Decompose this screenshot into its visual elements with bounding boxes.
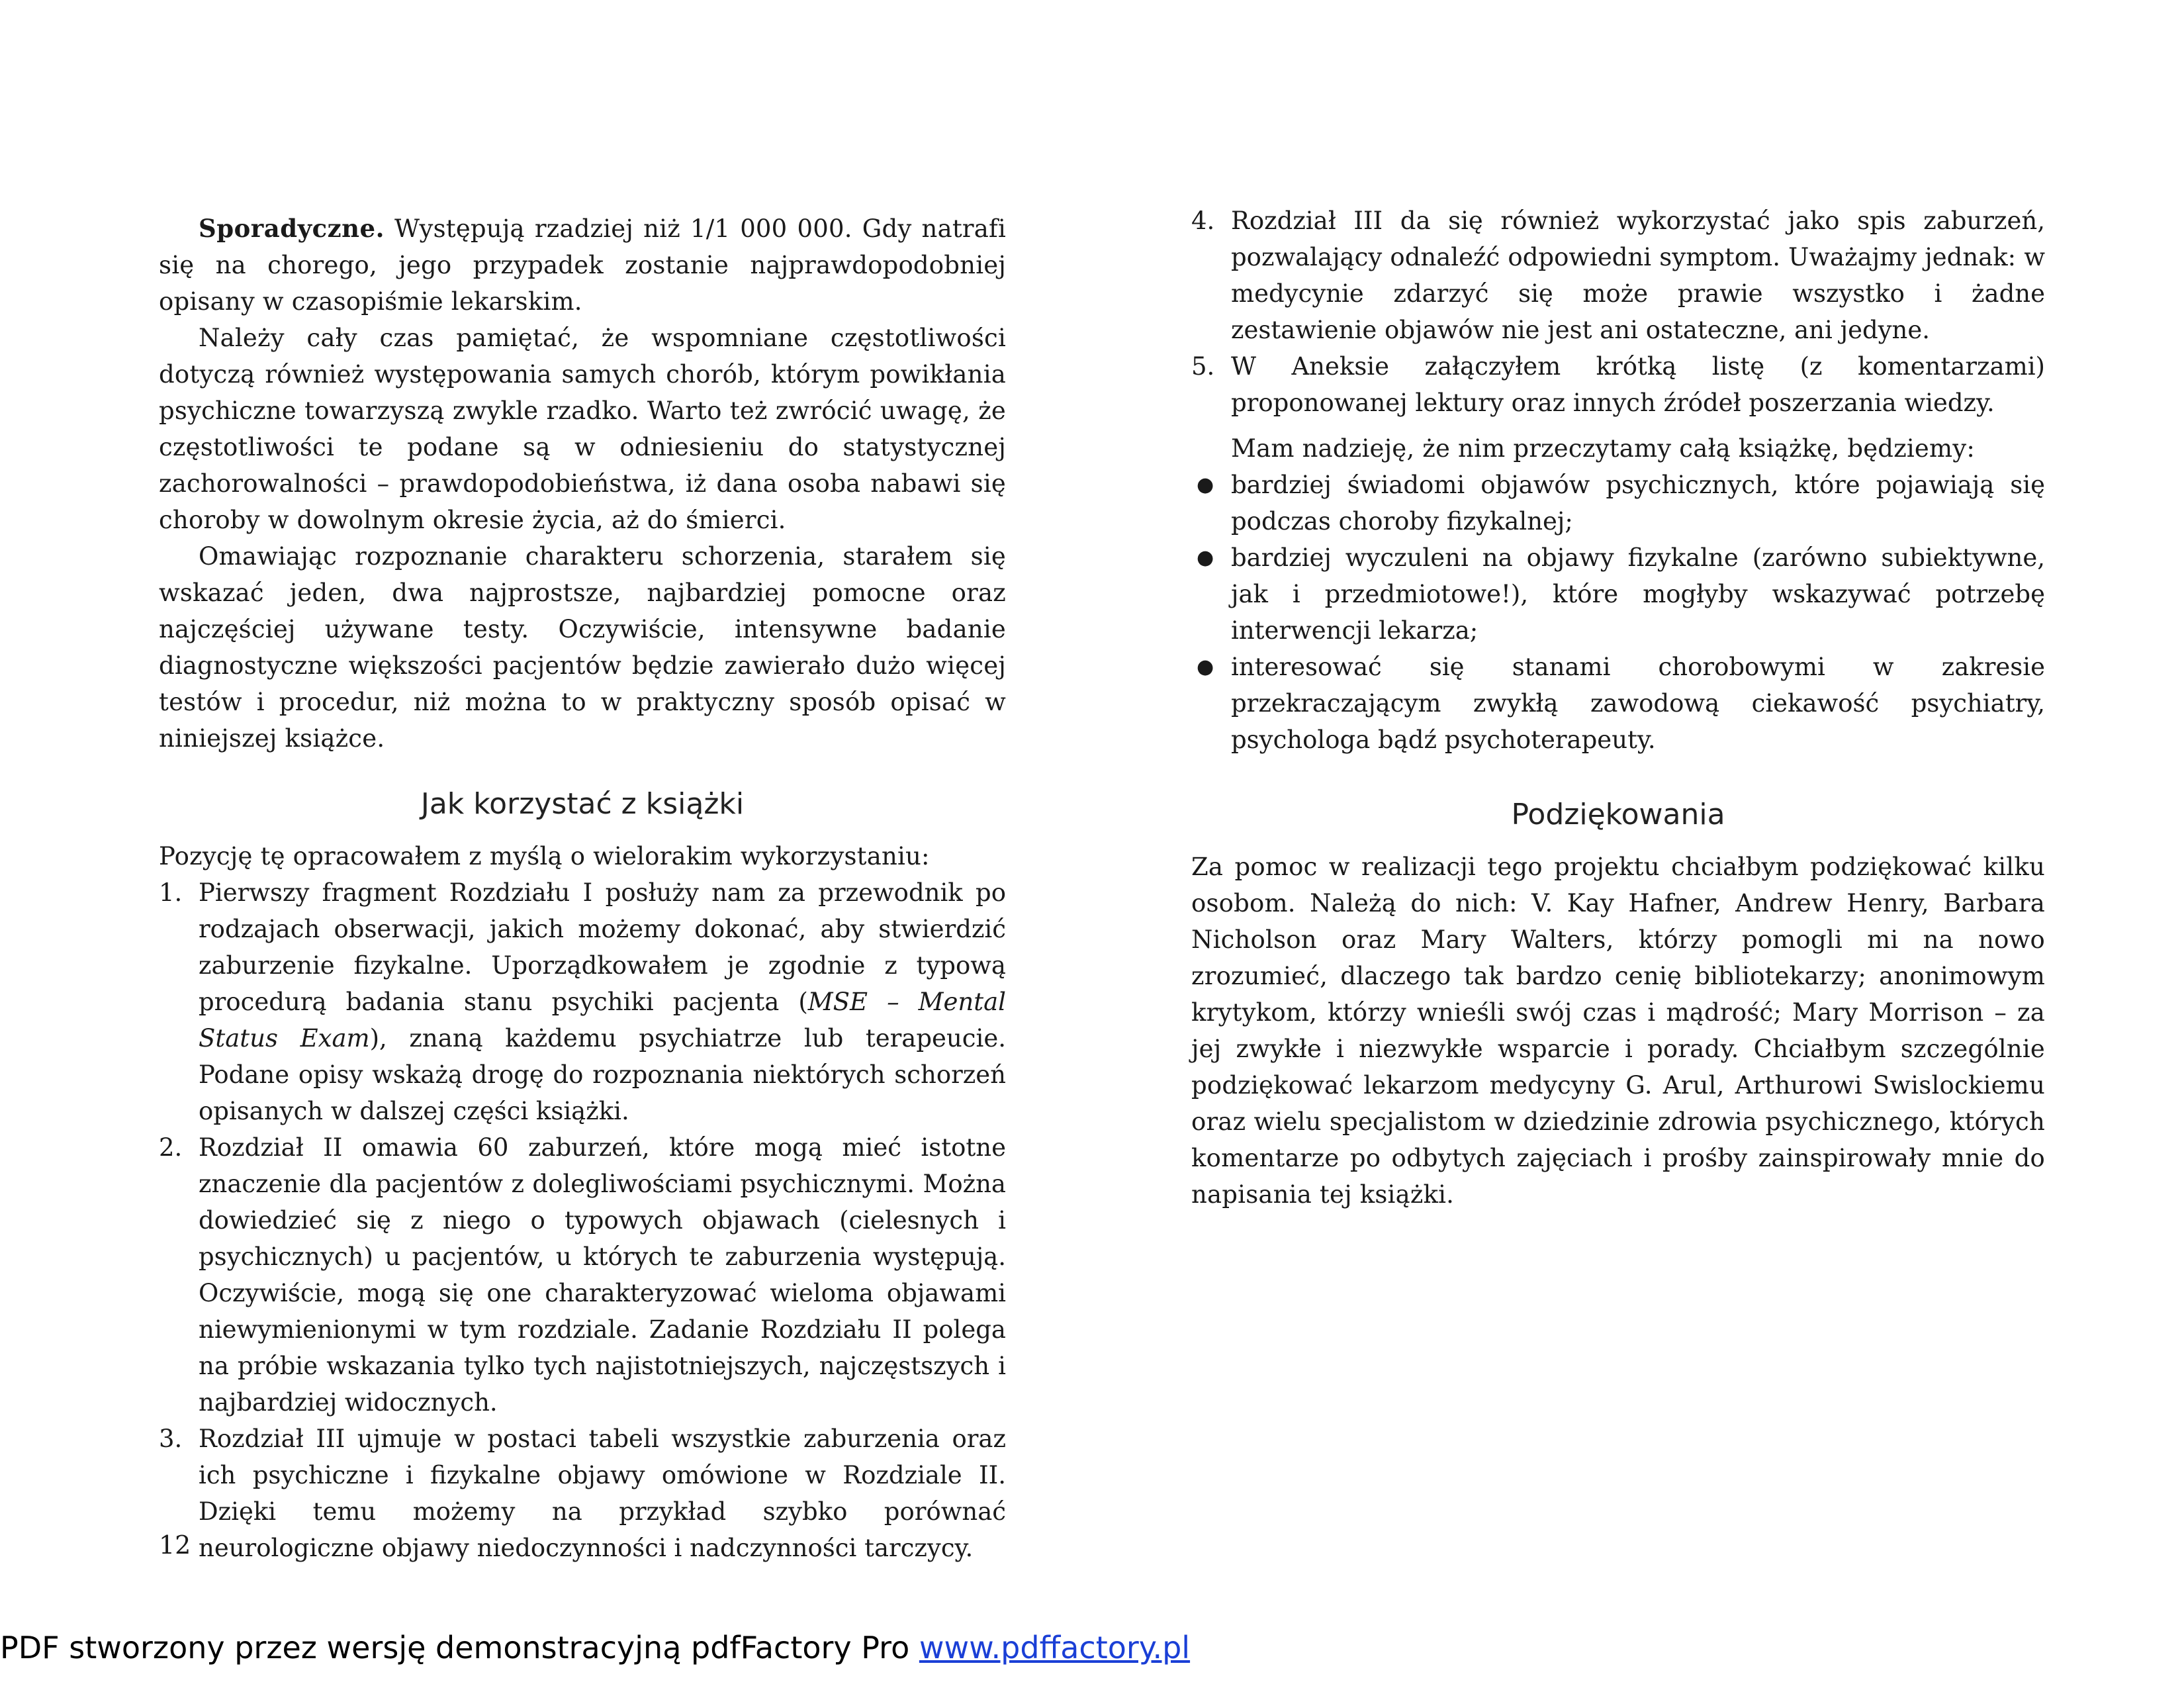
- list-text: W Aneksie załączyłem krótką listę (z komentarzami) proponowanej lektury oraz innych źródeł poszerzania wiedzy.: [1231, 352, 2045, 417]
- list-intro: Pozycję tę opracowałem z myślą o wielorakim wykorzystaniu:: [159, 842, 930, 870]
- list-text-italic: MSE – Mental Status Exam: [199, 988, 1006, 1053]
- paragraph-sporadic: [159, 211, 1006, 320]
- bullet-text: bardziej wyczuleni na objawy fizykalne (zarówno subiektywne, jak i przedmiotowe!), które mogłyby wskazywać potrzebę interwencji lekarza;: [1231, 543, 2045, 645]
- list-text: Pierwszy fragment Rozdziału I posłuży nam za przewodnik po rodzajach obserwacji, jakich możemy dokonać, aby stwierdzić zaburzenie fizykalne. Uporządkowałem je zgodnie z typową procedurą badania stanu psychiki pacjenta (: [199, 878, 1006, 1016]
- pdf-footer: [0, 1630, 1190, 1665]
- list-number: 4.: [1191, 207, 1215, 235]
- paragraph-body: Występują rzadziej niż 1/1 000 000. Gdy natrafi się na chorego, jego przypadek zostanie najprawdopodobniej opisany w czasopiśmie lekarskim.: [159, 214, 1006, 316]
- section-heading-how-to-use: Jak korzystać z książki: [420, 787, 745, 821]
- list-number: 1.: [159, 878, 183, 907]
- bullet-item: [1191, 467, 2045, 539]
- footer-link[interactable]: www.pdffactory.pl: [919, 1630, 1191, 1665]
- bullet-text: interesować się stanami chorobowymi w zakresie przekraczającym zwykłą zawodową ciekawość psychiatry, psychologa bądź psychoterapeuty.: [1231, 653, 2045, 754]
- list-text: ), znaną każdemu psychiatrze lub terapeucie. Podane opisy wskażą drogę do rozpoznania niektórych schorzeń opisanych w dalszej części książki.: [199, 1024, 1006, 1125]
- footer-text: PDF stworzony przez wersję demonstracyjną pdfFactory Pro: [0, 1630, 919, 1665]
- list-item: [1191, 348, 2045, 421]
- list-text: Rozdział III ujmuje w postaci tabeli wszystkie zaburzenia oraz ich psychiczne i fizykalne objawy omówione w Rozdziale II. Dzięki temu możemy na przykład szybko porównać neurologiczne objawy niedoczynności i nadczynności tarczycy.: [199, 1425, 1006, 1562]
- list-item: [159, 874, 1006, 1129]
- list-number: 3.: [159, 1425, 183, 1453]
- bullet-item: [1191, 539, 2045, 649]
- acknowledgements-paragraph: Za pomoc w realizacji tego projektu chciałbym podziękować kilku osobom. Należą do nich: V. Kay Hafner, Andrew Henry, Barbara Nicholson oraz Mary Walters, którzy pomogli mi na nowo zrozumieć, dlaczego tak bardzo cenię bibliotekarzy; anonimowym krytykom, którzy wnieśli swój czas i mądrość; Mary Morrison – za jej zwykłe i niezwykłe wsparcie i porady. Chciałbym szczególnie podziękować lekarzom medycyny G. Arul, Arthurowi Swislockiemu oraz wielu specjalistom w dziedzinie zdrowia psychicznego, których komentarze po odbytych zajęciach i prośby zainspirowały mnie do napisania tej książki.: [1191, 853, 2045, 1209]
- right-page: [1191, 0, 2045, 1589]
- page-number: 12: [159, 1530, 191, 1560]
- list-text: Rozdział II omawia 60 zaburzeń, które mogą mieć istotne znaczenie dla pacjentów z dolegliwościami psychicznymi. Można dowiedzieć się z niego o typowych objawach (cielesnych i psychicznych) u pacjentów, u których te zaburzenia występują. Oczywiście, mogą się one charakteryzować wieloma objawami niewymienionymi w tym rozdziale. Zadanie Rozdziału II polega na próbie wskazania tylko tych najistotniejszych, najczęstszych i najbardziej widocznych.: [199, 1133, 1006, 1417]
- bullet-text: bardziej świadomi objawów psychicznych, które pojawiają się podczas choroby fizykalnej;: [1231, 471, 2045, 536]
- right-column: [1191, 203, 2045, 1213]
- left-column: [159, 211, 1006, 1566]
- list-text: Rozdział III da się również wykorzystać jako spis zaburzeń, pozwalający odnaleźć odpowiedni symptom. Uważajmy jednak: w medycynie zdarzyć się może prawie wszystko i żadne zestawienie objawów nie jest ani ostateczne, ani jedyne.: [1231, 207, 2045, 344]
- left-page: [159, 0, 1006, 1589]
- hope-paragraph: Mam nadzieję, że nim przeczytamy całą książkę, będziemy:: [1231, 434, 1976, 463]
- paragraph-tests: Omawiając rozpoznanie charakteru schorzenia, starałem się wskazać jeden, dwa najprostsze, najbardziej pomocne oraz najczęściej używane testy. Oczywiście, intensywne badanie diagnostyczne większości pacjentów będzie zawierało dużo więcej testów i procedur, niż można to w praktyczny sposób opisać w niniejszej książce.: [159, 542, 1006, 753]
- list-number: 2.: [159, 1133, 183, 1162]
- list-number: 5.: [1191, 352, 1215, 381]
- bullet-icon: ●: [1197, 546, 1214, 569]
- list-item: [159, 1421, 1006, 1566]
- list-item: [1191, 203, 2045, 348]
- paragraph-frequency: Należy cały czas pamiętać, że wspomniane częstotliwości dotyczą również występowania samych chorób, którym powikłania psychiczne towarzyszą zwykle rzadko. Warto też zwrócić uwagę, że częstotliwości te podane są w odniesieniu do statystycznej zachorowalności – prawdopodobieństwa, iż dana osoba nabawi się choroby w dowolnym okresie życia, aż do śmierci.: [159, 324, 1006, 534]
- numbered-list-continued: [1191, 203, 2045, 421]
- bullet-icon: ●: [1197, 473, 1214, 496]
- numbered-list: [159, 874, 1006, 1566]
- list-item: [159, 1129, 1006, 1421]
- bullet-icon: ●: [1197, 655, 1214, 679]
- section-heading-acknowledgements: Podziękowania: [1511, 798, 1725, 831]
- paragraph-lead: Sporadyczne.: [199, 214, 385, 243]
- bullet-list: [1191, 467, 2045, 758]
- bullet-item: [1191, 649, 2045, 758]
